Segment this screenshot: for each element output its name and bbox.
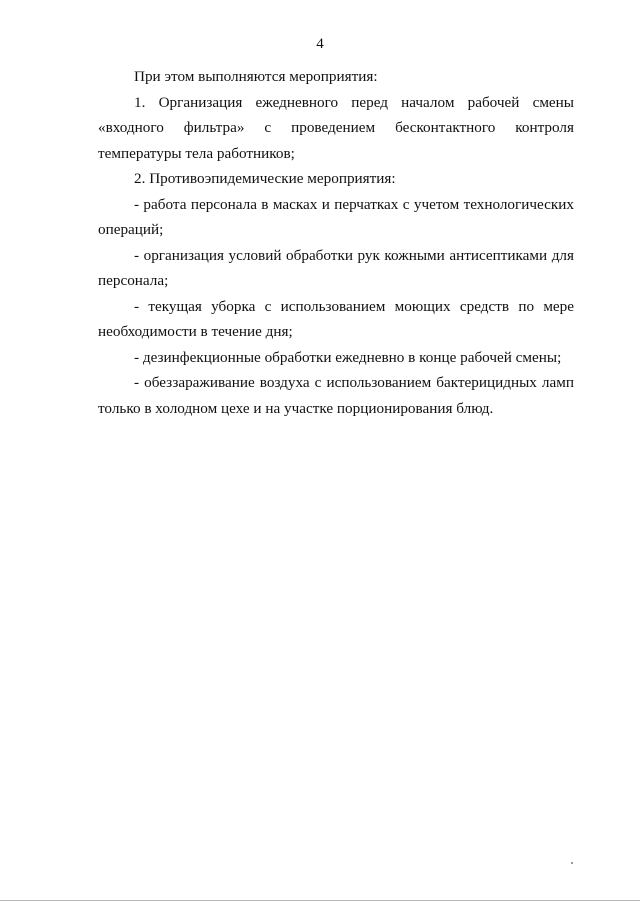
bullet-air-disinfection: - обеззараживание воздуха с использованием бактерицидных ламп только в холодном цехе и на участке порционирования блюд. <box>98 374 574 417</box>
page-number: 4 <box>316 36 324 52</box>
intro-paragraph: При этом выполняются мероприятия: <box>134 68 378 85</box>
measure-item-1: 1. Организация ежедневного перед началом рабочей смены «входного фильтра» с проведением бесконтактного контроля температуры тела работников; <box>98 93 574 162</box>
bullet-masks-gloves: - работа персонала в масках и перчатках с учетом технологических операций; <box>98 195 574 238</box>
scan-artifact <box>571 862 573 864</box>
bullet-current-cleaning: - текущая уборка с использованием моющих средств по мере необходимости в течение дня; <box>98 297 574 340</box>
document-body <box>98 64 574 421</box>
page-bottom-edge <box>0 900 640 901</box>
bullet-hand-antiseptics: - организация условий обработки рук кожными антисептиками для персонала; <box>98 246 574 289</box>
measure-item-2: 2. Противоэпидемические мероприятия: <box>134 170 396 187</box>
bullet-disinfection: - дезинфекционные обработки ежедневно в конце рабочей смены; <box>134 348 562 366</box>
